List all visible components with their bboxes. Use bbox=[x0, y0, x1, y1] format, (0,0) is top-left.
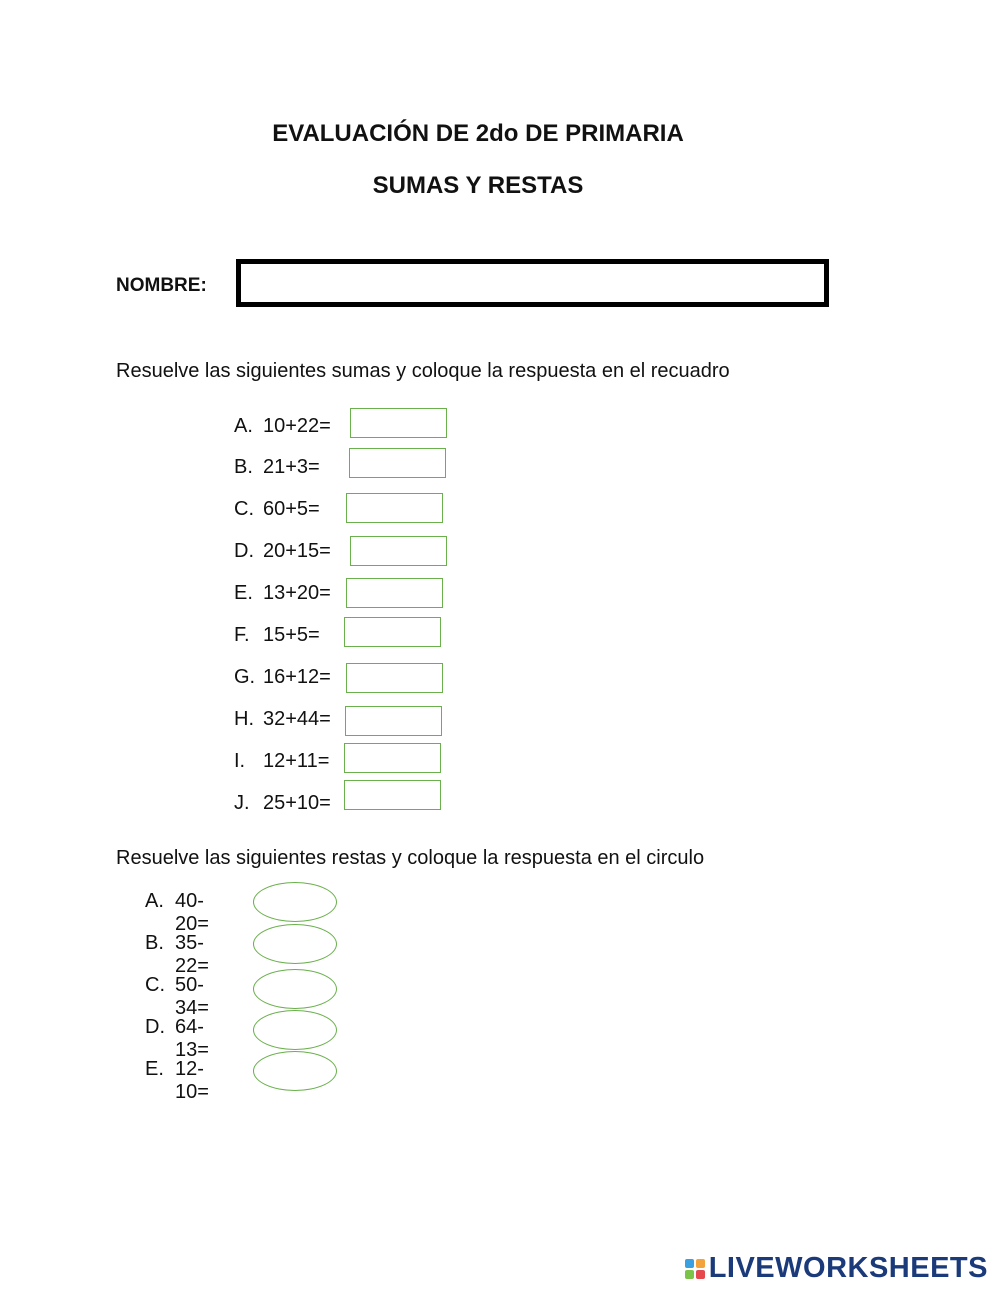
sum-item-letter: F. bbox=[234, 624, 250, 646]
sum-answer-box[interactable] bbox=[350, 408, 447, 438]
sum-item-letter: D. bbox=[234, 540, 254, 562]
subtraction-item-expression: 64-13= bbox=[175, 1016, 209, 1061]
sum-answer-box[interactable] bbox=[344, 780, 441, 810]
sum-item-expression: 60+5= bbox=[263, 498, 320, 520]
logo-tile bbox=[696, 1270, 705, 1279]
sum-answer-box[interactable] bbox=[346, 493, 443, 523]
subtraction-item-expression: 35-22= bbox=[175, 932, 209, 977]
subtraction-item-letter: D. bbox=[145, 1016, 165, 1038]
subtraction-item-expression: 40-20= bbox=[175, 890, 209, 935]
page-title: EVALUACIÓN DE 2do DE PRIMARIA bbox=[272, 120, 684, 147]
logo-tile bbox=[685, 1259, 694, 1268]
page-subtitle: SUMAS Y RESTAS bbox=[372, 172, 584, 199]
sum-item-letter: I. bbox=[234, 750, 246, 772]
sum-item-expression: 15+5= bbox=[263, 624, 320, 646]
sum-item-expression: 25+10= bbox=[263, 792, 331, 814]
sums-instruction: Resuelve las siguientes sumas y coloque la respuesta en el recuadro bbox=[116, 360, 730, 382]
subtraction-item-expression: 50-34= bbox=[175, 974, 209, 1019]
sum-item-expression: 21+3= bbox=[263, 456, 320, 478]
subtraction-item-expression: 12-10= bbox=[175, 1058, 209, 1103]
subtraction-answer-circle[interactable] bbox=[253, 1051, 337, 1091]
sum-item-letter: G. bbox=[234, 666, 256, 688]
sum-item-expression: 10+22= bbox=[263, 415, 331, 437]
sum-item-letter: B. bbox=[234, 456, 253, 478]
subtraction-answer-circle[interactable] bbox=[253, 924, 337, 964]
sum-item-expression: 20+15= bbox=[263, 540, 331, 562]
subtraction-answer-circle[interactable] bbox=[253, 969, 337, 1009]
sum-item-letter: E. bbox=[234, 582, 253, 604]
logo-tile bbox=[696, 1259, 705, 1268]
subtraction-answer-circle[interactable] bbox=[253, 882, 337, 922]
sum-item-letter: C. bbox=[234, 498, 254, 520]
subtraction-answer-circle[interactable] bbox=[253, 1010, 337, 1050]
sum-answer-box[interactable] bbox=[344, 617, 441, 647]
sum-item-expression: 32+44= bbox=[263, 708, 331, 730]
sum-answer-box[interactable] bbox=[349, 448, 446, 478]
subtraction-item-letter: B. bbox=[145, 932, 164, 954]
sum-answer-box[interactable] bbox=[346, 663, 443, 693]
sum-item-letter: H. bbox=[234, 708, 254, 730]
sum-item-expression: 12+11= bbox=[263, 750, 330, 772]
liveworksheets-logo-icon bbox=[685, 1259, 705, 1279]
sum-answer-box[interactable] bbox=[344, 743, 441, 773]
sum-item-expression: 13+20= bbox=[263, 582, 331, 604]
sum-answer-box[interactable] bbox=[350, 536, 447, 566]
liveworksheets-brand bbox=[685, 1252, 988, 1285]
name-input[interactable] bbox=[236, 259, 829, 307]
name-label: NOMBRE: bbox=[116, 275, 207, 296]
subtraction-item-letter: C. bbox=[145, 974, 165, 996]
sum-item-letter: J. bbox=[234, 792, 250, 814]
logo-tile bbox=[685, 1270, 694, 1279]
sum-item-letter: A. bbox=[234, 415, 253, 437]
sum-item-expression: 16+12= bbox=[263, 666, 331, 688]
sum-answer-box[interactable] bbox=[346, 578, 443, 608]
sum-answer-box[interactable] bbox=[345, 706, 442, 736]
brand-name: LIVEWORKSHEETS bbox=[708, 1252, 988, 1284]
subtraction-item-letter: A. bbox=[145, 890, 164, 912]
subtraction-item-letter: E. bbox=[145, 1058, 164, 1080]
subtractions-instruction: Resuelve las siguientes restas y coloque la respuesta en el circulo bbox=[116, 847, 705, 869]
